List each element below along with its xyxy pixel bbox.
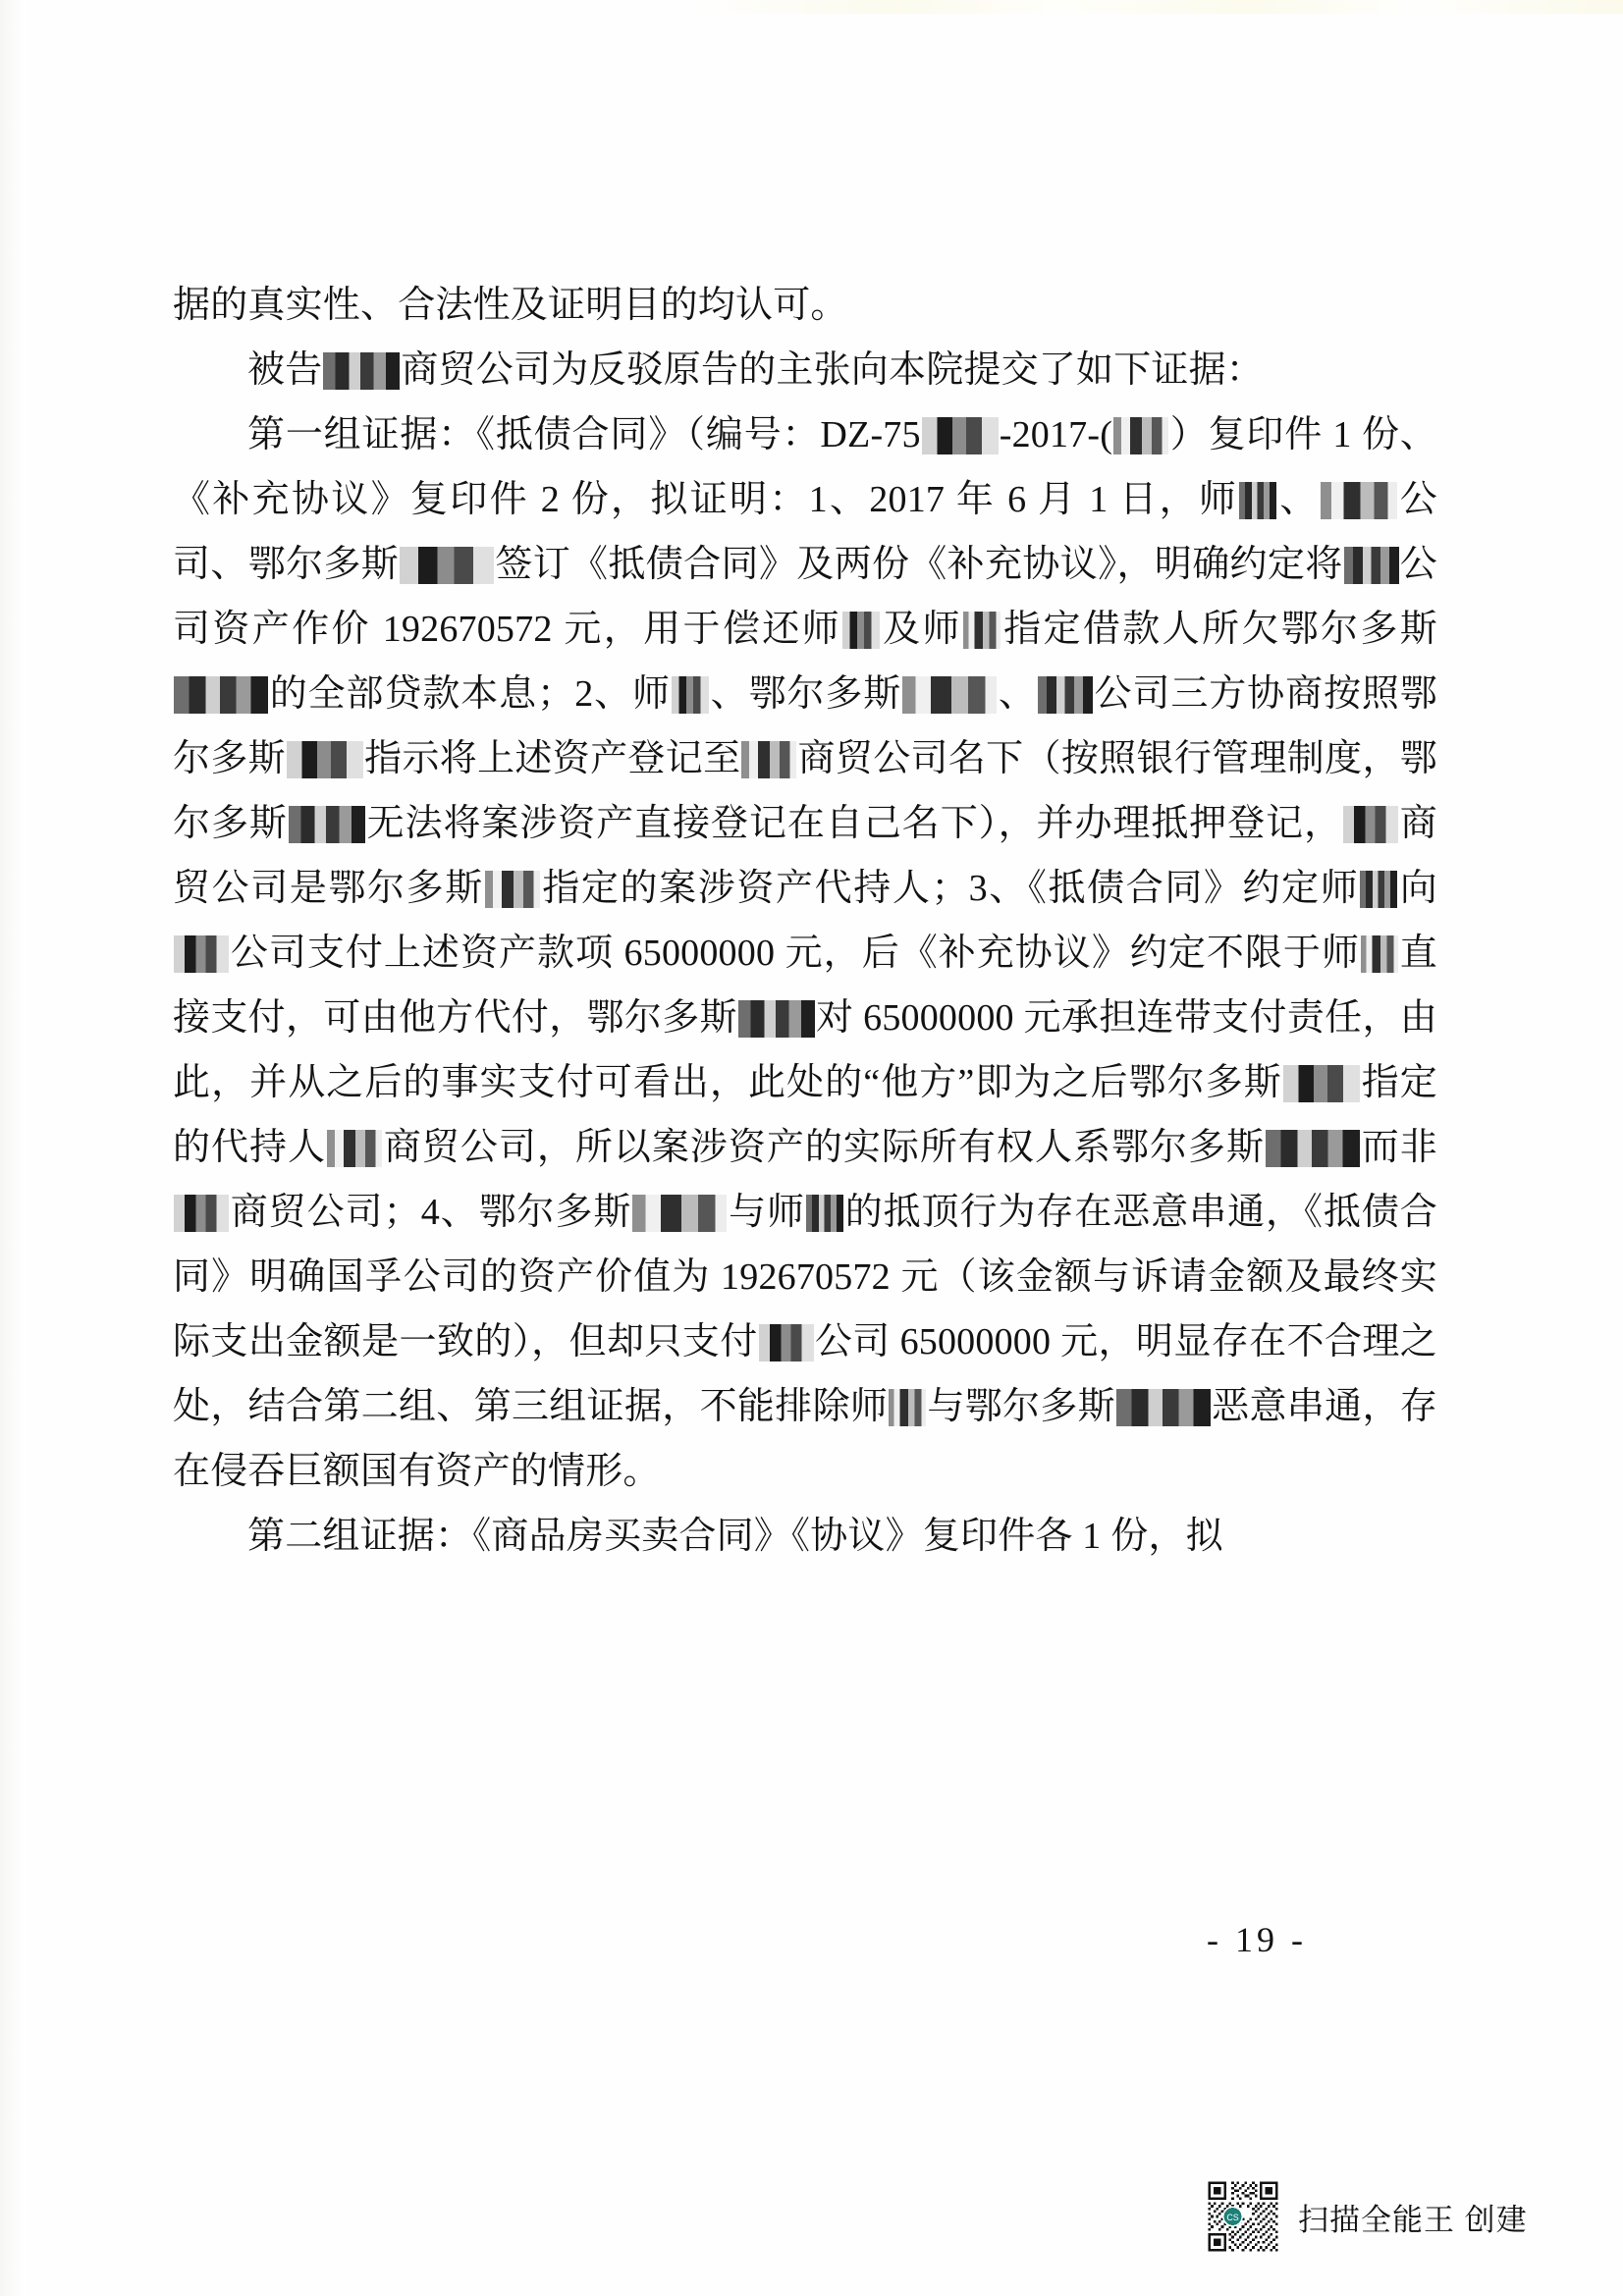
text-run: 向 <box>1398 868 1438 909</box>
redaction-block <box>672 676 709 714</box>
paragraph <box>173 1504 1437 1569</box>
text-run: 、 <box>998 673 1037 715</box>
text-run: 指定的代持人 <box>173 1062 1437 1168</box>
text-run: 与师 <box>728 1192 805 1233</box>
text-run: 而非 <box>1360 1127 1437 1168</box>
document-body <box>173 273 1437 1569</box>
text-run: 商贸公司，所以案涉资产的实际所有权人系鄂尔多斯 <box>383 1127 1265 1168</box>
redaction-block <box>1116 1389 1211 1426</box>
text-run: 公司三方协商按照鄂尔多斯 <box>173 673 1437 779</box>
text-run: 的全部贷款本息；2、师 <box>269 673 671 715</box>
redaction-block <box>759 1324 814 1362</box>
scan-left-edge-shadow <box>0 0 26 2296</box>
redaction-block <box>485 871 540 908</box>
redaction-block <box>287 741 363 778</box>
scan-top-edge-band <box>687 0 1623 14</box>
redaction-block <box>1343 806 1398 843</box>
redaction-block <box>327 1130 382 1167</box>
paragraph <box>173 402 1437 1504</box>
redaction-block <box>1361 935 1398 973</box>
text-run: 公司、鄂尔多斯 <box>173 479 1438 585</box>
redaction-block <box>741 741 796 778</box>
redaction-block <box>922 417 999 454</box>
qr-code-icon <box>1206 2179 1280 2254</box>
text-run: 指定借款人所欠鄂尔多斯 <box>1001 609 1438 650</box>
text-run: 指示将上述资产登记至 <box>363 738 741 779</box>
camscanner-watermark <box>1206 2179 1528 2254</box>
redaction-block <box>323 352 400 390</box>
text-run: 公司 65000000 元，明显存在不合理之处，结合第二组、第三组证据，不能排除师 <box>173 1321 1438 1427</box>
text-run: 据的真实性、合法性及证明目的均认可。 <box>173 285 848 326</box>
text-run: 商贸公司；4、鄂尔多斯 <box>230 1192 632 1233</box>
redaction-block <box>842 612 880 649</box>
text-run: 指定的案涉资产代持人；3、《抵债合同》约定师 <box>540 868 1360 909</box>
paragraph <box>173 273 1437 338</box>
text-run: 签订《抵债合同》及两份《补充协议》，明确约定将 <box>495 544 1343 585</box>
text-run: 商贸公司名下（按照银行管理制度，鄂尔多斯 <box>173 738 1437 844</box>
redaction-block <box>1113 417 1168 454</box>
redaction-block <box>963 612 1001 649</box>
text-run: 公司资产作价 192670572 元，用于偿还师 <box>173 544 1438 650</box>
text-run: 及师 <box>881 609 962 650</box>
redaction-block <box>738 1000 815 1038</box>
page-number: - 19 - <box>1207 1920 1307 1959</box>
redaction-block <box>889 1389 926 1426</box>
text-run: -2017-( <box>999 414 1113 455</box>
redaction-block <box>1266 1130 1360 1167</box>
redaction-block <box>1283 1065 1360 1102</box>
text-run: 商贸公司为反驳原告的主张向本院提交了如下证据： <box>401 349 1265 391</box>
text-run: 被告 <box>247 349 323 391</box>
text-run: ）复印件 1 份、《补充协议》复印件 2 份，拟证明：1、2017 年 6 月 1 日，师 <box>173 414 1437 520</box>
redaction-block <box>174 935 229 973</box>
text-run: 与鄂尔多斯 <box>927 1386 1116 1427</box>
text-run: 、鄂尔多斯 <box>709 673 902 715</box>
text-run: 第一组证据：《抵债合同》（编号：DZ-75 <box>247 414 921 455</box>
redaction-block <box>400 547 494 584</box>
text-run: 、 <box>1277 479 1320 520</box>
redaction-block <box>1360 871 1397 908</box>
text-run: 直接支付，可由他方代付，鄂尔多斯 <box>173 933 1437 1039</box>
text-run: 商贸公司是鄂尔多斯 <box>173 803 1438 909</box>
redaction-block <box>174 676 268 714</box>
redaction-block <box>174 1195 229 1232</box>
text-run: 恶意串通，存在侵吞巨额国有资产的情形。 <box>173 1386 1437 1492</box>
watermark-label: 扫描全能王 创建 <box>1298 2202 1528 2237</box>
qr-badge-label: CS <box>1226 2212 1239 2222</box>
redaction-block <box>632 1195 727 1232</box>
redaction-block <box>1344 547 1399 584</box>
redaction-block <box>289 806 365 843</box>
text-run: 对 65000000 元承担连带支付责任，由此，并从之后的事实支付可看出，此处的“他方”即为之后鄂尔多斯 <box>173 997 1437 1103</box>
paragraph <box>173 338 1437 402</box>
text-run: 的抵顶行为存在恶意串通，《抵债合同》明确国孚公司的资产价值为 192670572 元（该金额与诉请金额及最终实际支出金额是一致的），但却只支付 <box>173 1192 1438 1362</box>
redaction-block <box>1038 676 1093 714</box>
redaction-block <box>1321 482 1397 519</box>
text-run: 第二组证据：《商品房买卖合同》《协议》复印件各 1 份，拟 <box>247 1516 1223 1557</box>
text-run: 无法将案涉资产直接登记在自己名下），并办理抵押登记， <box>365 803 1343 844</box>
text-run: 公司支付上述资产款项 65000000 元，后《补充协议》约定不限于师 <box>230 933 1360 974</box>
redaction-block <box>1239 482 1276 519</box>
redaction-block <box>806 1195 843 1232</box>
redaction-block <box>902 676 997 714</box>
